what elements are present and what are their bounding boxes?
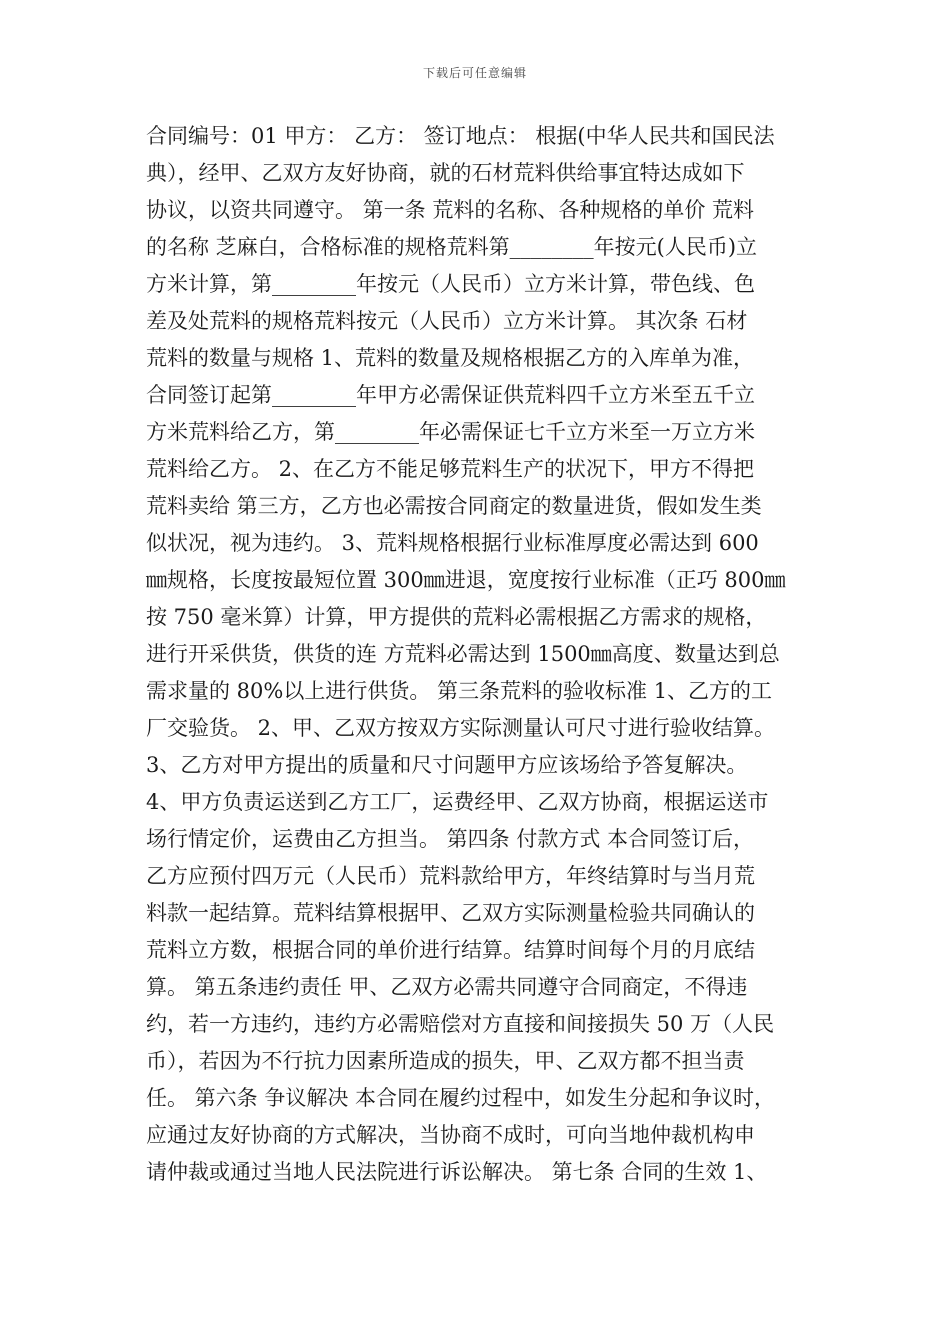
text-line: 4、甲方负责运送到乙方工厂，运费经甲、乙双方协商，根据运送市: [146, 790, 769, 814]
text-line: ㎜规格，长度按最短位置 300㎜进退，宽度按行业标准（正巧 800㎜: [146, 568, 786, 592]
text-line: 荒料的数量与规格 1、荒料的数量及规格根据乙方的入库单为准，: [146, 346, 755, 370]
text-line: 请仲裁或通过当地人民法院进行诉讼解决。 第七条 合同的生效 1、: [146, 1160, 768, 1184]
text-line: 算。 第五条违约责任 甲、乙双方必需共同遵守合同商定，不得违: [146, 975, 748, 999]
text-line: 币），若因为不行抗力因素所造成的损失，甲、乙双方都不担当责: [146, 1049, 745, 1073]
text-line: 场行情定价，运费由乙方担当。 第四条 付款方式 本合同签订后，: [146, 827, 755, 851]
text-line: 进行开采供货，供货的连 方荒料必需达到 1500㎜高度、数量达到总: [146, 642, 780, 666]
text-line: 应通过友好协商的方式解决，当协商不成时，可向当地仲裁机构申: [146, 1123, 755, 1147]
text-line: 乙方应预付四万元（人民币）荒料款给甲方，年终结算时与当月荒: [146, 864, 755, 888]
text-line: 荒料给乙方。 2、在乙方不能足够荒料生产的状况下，甲方不得把: [146, 457, 755, 481]
text-line: 差及处荒料的规格荒料按元（人民币）立方米计算。 其次条 石材: [146, 309, 748, 333]
text-line: 荒料卖给 第三方，乙方也必需按合同商定的数量进货，假如发生类: [146, 494, 762, 518]
text-line: 料款一起结算。荒料结算根据甲、乙双方实际测量检验共同确认的: [146, 901, 755, 925]
text-line: 按 750 毫米算）计算，甲方提供的荒料必需根据乙方需求的规格，: [146, 605, 767, 629]
text-line: 协议，以资共同遵守。 第一条 荒料的名称、各种规格的单价 荒料: [146, 198, 755, 222]
page-header: 下载后可任意编辑: [422, 66, 527, 80]
text-line: 需求量的 80%以上进行供货。 第三条荒料的验收标准 1、乙方的工: [146, 679, 773, 703]
contract-body: [146, 118, 822, 1191]
text-line: 任。 第六条 争议解决 本合同在履约过程中，如发生分起和争议时，: [146, 1086, 776, 1110]
text-line: 典），经甲、乙双方友好协商，就的石材荒料供给事宜特达成如下: [146, 161, 745, 185]
text-line: 3、乙方对甲方提出的质量和尺寸问题甲方应该场给予答复解决。: [146, 753, 748, 777]
text-line: 的名称 芝麻白，合格标准的规格荒料第________年按元(人民币)立: [146, 235, 758, 259]
text-line: 荒料立方数，根据合同的单价进行结算。结算时间每个月的月底结: [146, 938, 755, 962]
text-line: 合同签订起第________年甲方必需保证供荒料四千立方米至五千立: [146, 383, 755, 407]
text-line: 似状况，视为违约。 3、荒料规格根据行业标准厚度必需达到 600: [146, 531, 759, 555]
text-line: 约，若一方违约，违约方必需赔偿对方直接和间接损失 50 万（人民: [146, 1012, 775, 1036]
text-line: 方米荒料给乙方，第________年必需保证七千立方米至一万立方米: [146, 420, 755, 444]
text-line: 厂交验货。 2、甲、乙双方按双方实际测量认可尺寸进行验收结算。: [146, 716, 776, 740]
text-line: 方米计算，第________年按元（人民币）立方米计算，带色线、色: [146, 272, 755, 296]
text-line: 合同编号：01 甲方： 乙方： 签订地点： 根据(中华人民共和国民法: [146, 124, 775, 148]
